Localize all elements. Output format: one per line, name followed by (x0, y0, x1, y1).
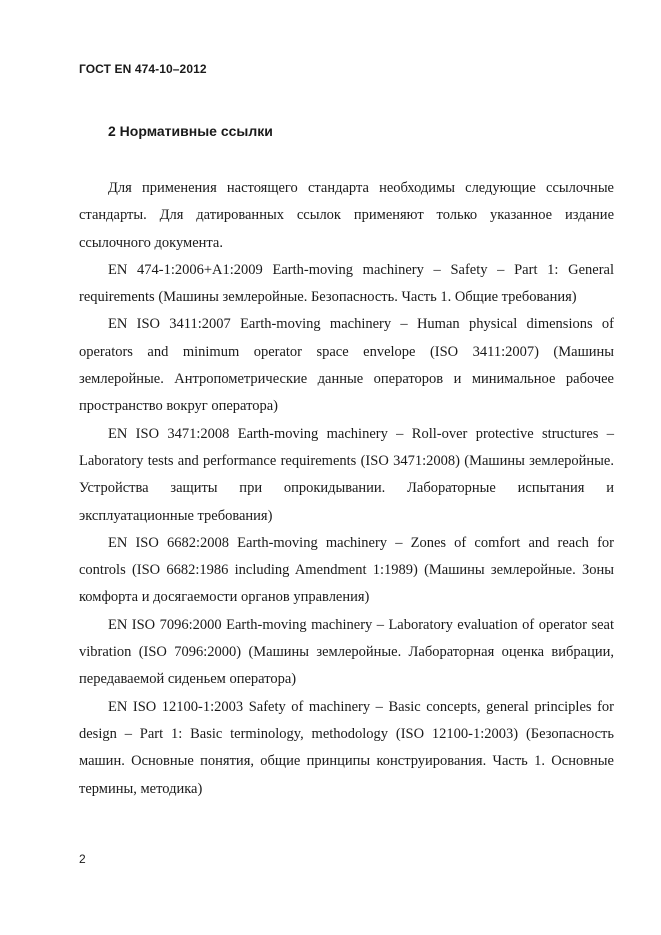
reference-en-iso-12100-1: EN ISO 12100-1:2003 Safety of machinery – Basic concepts, general principles for design – Part 1: Basic terminology, methodology (ISO 12100-1:2003) (Безопасность машин. Основные понятия, общие принципы конструирования. Часть 1. Основные термины, методика) (79, 698, 614, 797)
body-text (79, 175, 614, 803)
section-title: 2 Нормативные ссылки (108, 123, 273, 139)
paragraph-intro: Для применения настоящего стандарта необходимы следующие ссылочные стандарты. Для датированных ссылок применяют только указанное издание ссылочного документа. (79, 180, 614, 251)
reference-en-iso-3411: EN ISO 3411:2007 Earth-moving machinery – Human physical dimensions of operators and minimum operator space envelope (ISO 3411:2007) (Машины землеройные. Антропометрические данные операторов и минимальное рабочее пространство вокруг оператора) (79, 316, 614, 415)
reference-en-iso-6682: EN ISO 6682:2008 Earth-moving machinery – Zones of comfort and reach for controls (ISO 6682:1986 including Amendment 1:1989) (Машины землеройные. Зоны комфорта и досягаемости органов управления) (79, 534, 614, 606)
reference-en-iso-3471: EN ISO 3471:2008 Earth-moving machinery – Roll-over protective structures – Laboratory tests and performance requirements (ISO 3471:2008) (Машины землеройные. Устройства защиты при опрокидывании. Лабораторные испытания и эксплуатационные требования) (79, 425, 614, 524)
page-number: 2 (79, 852, 86, 866)
document-header: ГОСТ EN 474-10–2012 (79, 62, 207, 76)
reference-en-iso-7096: EN ISO 7096:2000 Earth-moving machinery – Laboratory evaluation of operator seat vibration (ISO 7096:2000) (Машины землеройные. Лабораторная оценка вибрации, передаваемой сиденьем оператора) (79, 616, 614, 688)
reference-en-474-1: EN 474-1:2006+A1:2009 Earth-moving machinery – Safety – Part 1: General requirements (Машины землеройные. Безопасность. Часть 1. Общие требования) (79, 261, 614, 306)
